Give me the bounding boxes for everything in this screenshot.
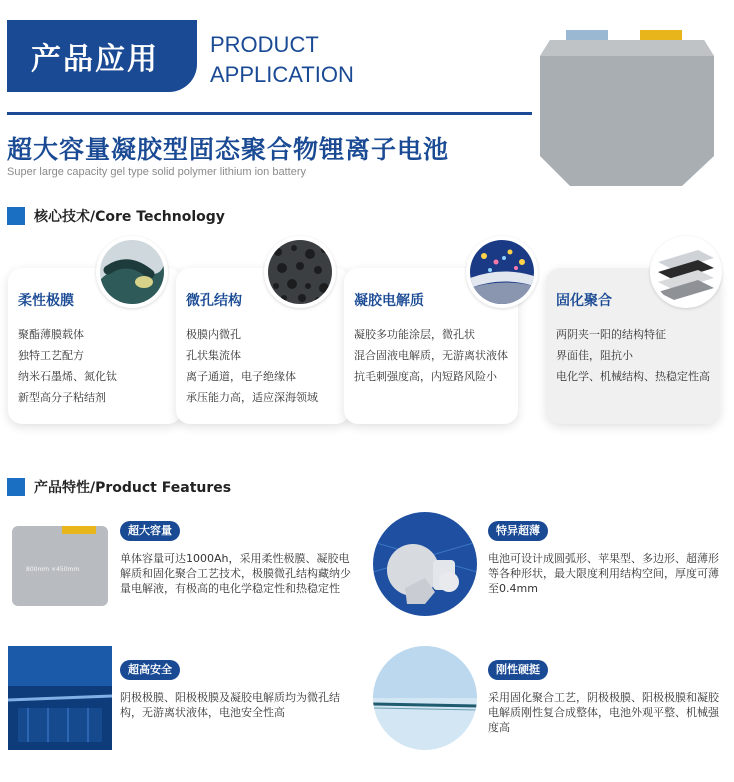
product-features-label: 产品特性/Product Features: [34, 480, 232, 496]
tech-card-line: 新型高分子粘结剂: [18, 391, 106, 404]
feature-badge-capacity: 超大容量: [120, 521, 180, 541]
header-title-en: [210, 30, 354, 90]
header-title-line1: PRODUCT: [210, 32, 319, 57]
tech-card-title: 凝胶电解质: [354, 293, 424, 309]
feature-badge-rigidity: 刚性硬挺: [488, 660, 548, 680]
tech-card-line: 聚酯薄膜载体: [18, 328, 84, 341]
section-marker: [7, 478, 25, 496]
feature-image-safety: [8, 646, 112, 754]
header-badge-text: 产品应用: [31, 42, 159, 77]
header-badge: [7, 20, 197, 92]
feature-badge-ultrathin: 特异超薄: [488, 521, 548, 541]
tech-card-title: 微孔结构: [186, 293, 242, 309]
header-divider: [7, 112, 532, 115]
feature-badge-safety: 超高安全: [120, 660, 180, 680]
tech-card-title: 固化聚合: [556, 293, 612, 309]
tech-card-line: 极膜内微孔: [186, 328, 241, 341]
page-subtitle: Super large capacity gel type solid polymer lithium ion battery: [7, 166, 306, 178]
tech-card-title: 柔性极膜: [18, 293, 74, 309]
tech-card-line: 承压能力高，适应深海领域: [186, 391, 318, 404]
tech-card-line: 凝胶多功能涂层，微孔状: [354, 328, 475, 341]
tech-card-line: 两阴夹一阳的结构特征: [556, 328, 666, 341]
core-technology-heading: [7, 206, 225, 226]
battery-image: [536, 28, 718, 190]
tech-card-line: 界面佳，阻抗小: [556, 349, 633, 362]
gel-electrolyte-icon: [466, 236, 538, 308]
microporous-icon: [264, 236, 336, 308]
feature-text-ultrathin: 电池可设计成圆弧形、苹果型、多边形、超薄形等各种形状，最大限度利用结构空间，厚度可薄至0.4mm: [488, 552, 719, 595]
tech-card-line: 孔状集流体: [186, 349, 241, 362]
tech-card-line: 电化学、机械结构、热稳定性高: [556, 370, 710, 383]
core-technology-label: 核心技术/Core Technology: [34, 209, 225, 225]
product-features-heading: [7, 477, 231, 497]
feature-text-rigidity: 采用固化聚合工艺，阴极极膜、阳极极膜和凝胶电解质刚性复合成整体，电池外观平整、机械强度高: [488, 691, 719, 734]
feature-text-capacity: 单体容量可达1000Ah，采用柔性极膜、凝胶电解质和固化聚合工艺技术，极膜微孔结构藏纳少量电解液，有极高的电化学稳定性和热稳定性: [120, 552, 351, 595]
header-title-line2: APPLICATION: [210, 62, 354, 87]
tech-card-line: 离子通道，电子绝缘体: [186, 370, 296, 383]
image-caption: 800mm ×450mm: [26, 566, 80, 573]
feature-image-ultrathin: [373, 512, 477, 620]
tech-card-line: 抗毛刺强度高，内短路风险小: [354, 370, 497, 383]
tech-card-line: 独特工艺配方: [18, 349, 84, 362]
layered-structure-icon: [650, 236, 722, 308]
feature-image-capacity: [8, 520, 112, 614]
section-marker: [7, 207, 25, 225]
feature-text-safety: 阴极极膜、阳极极膜及凝胶电解质均为微孔结构，无游离状液体，电池安全性高: [120, 691, 340, 719]
page-title: 超大容量凝胶型固态聚合物锂离子电池: [7, 135, 450, 164]
flexible-film-icon: [96, 236, 168, 308]
tech-card-line: 纳米石墨烯、氮化钛: [18, 370, 117, 383]
feature-image-rigidity: [373, 646, 477, 754]
tech-card-line: 混合固液电解质，无游离状液体: [354, 349, 508, 362]
